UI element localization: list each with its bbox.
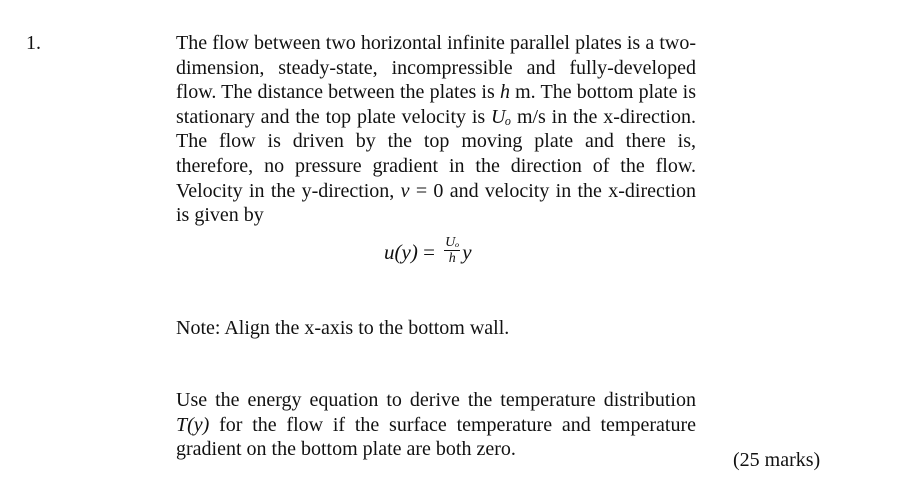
question-number: 1. [26,32,41,54]
task-text-1: Use the energy equation to derive the temperature distribution [176,389,696,411]
problem-statement [176,31,696,228]
y-velocity-symbol: v [400,179,410,202]
temperature-distribution-symbol: T(y) [176,413,210,436]
top-plate-velocity-symbol: Uₒ [490,105,512,128]
equation-lhs: u(y) [384,239,418,264]
velocity-equation [384,232,472,272]
statement-text-4: = 0 and velocity in the x-direction is given by [176,179,696,227]
equation-variable: y [462,239,472,264]
fraction-denominator: h [448,250,456,266]
marks-label: (25 marks) [733,449,821,471]
fraction-numerator: Uₒ [445,234,460,250]
equation-equals: = [417,239,441,264]
statement-text-3: m/s in the x-direction. The flow is driven by the top moving plate and there is, therefore, no pressure gradient in the direction of the flow. Velocity in the y-direction, [176,105,696,202]
statement-text-2: m. The bottom plate is stationary and the top plate velocity is [176,81,696,128]
statement-text-1: The flow between two horizontal infinite parallel plates is a two-dimension, steady-state, incompressible and fully-developed flow. The distance between the plates is [176,32,696,104]
task-statement [176,388,696,462]
note-text: Note: Align the x-axis to the bottom wall. [176,317,510,339]
equation-fraction [444,235,460,266]
task-text-2: for the flow if the surface temperature and temperature gradient on the bottom plate are both zero. [176,413,696,461]
plate-distance-symbol: h [499,81,510,104]
